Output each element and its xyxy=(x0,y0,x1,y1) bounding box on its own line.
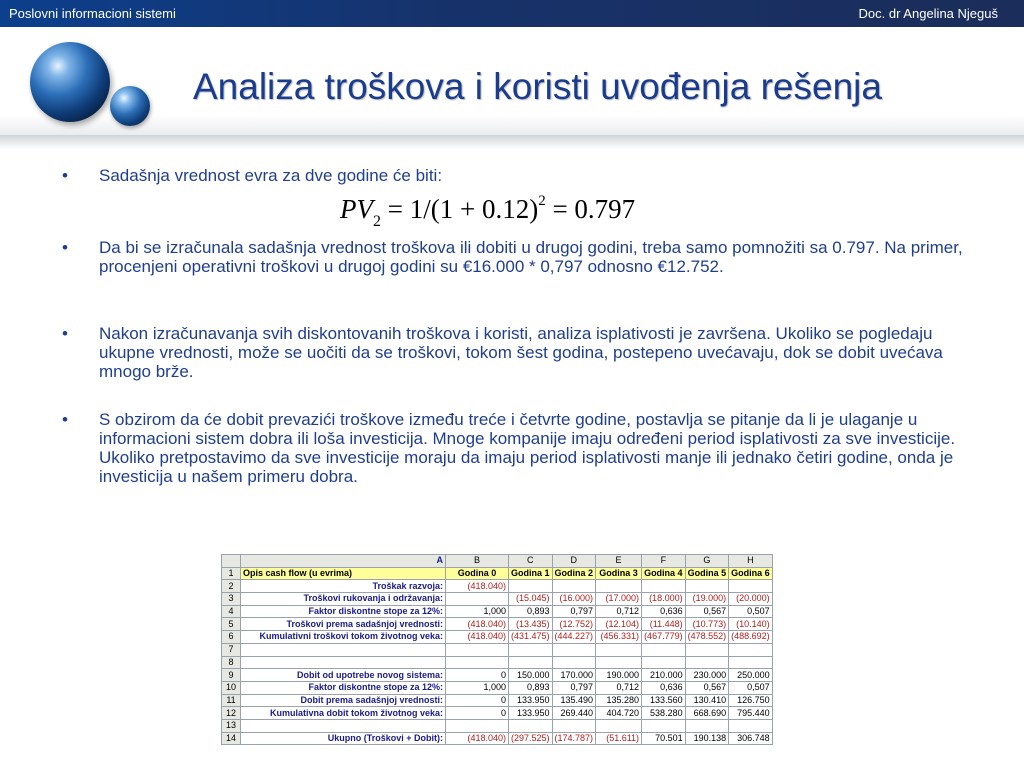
value-cell[interactable] xyxy=(685,656,729,669)
row-label-cell[interactable] xyxy=(241,656,446,669)
value-cell[interactable]: (18.000) xyxy=(642,593,686,606)
value-cell[interactable] xyxy=(729,580,773,593)
column-header[interactable]: H xyxy=(729,555,773,568)
value-cell[interactable]: (478.552) xyxy=(685,631,729,644)
value-cell[interactable] xyxy=(509,580,553,593)
value-cell[interactable] xyxy=(596,643,642,656)
value-cell[interactable]: (467.779) xyxy=(642,631,686,644)
author-name: Doc. dr Angelina Njeguš xyxy=(858,6,998,21)
value-cell[interactable] xyxy=(596,719,642,732)
value-cell[interactable]: 130.410 xyxy=(685,694,729,707)
value-cell[interactable]: 70.501 xyxy=(642,732,686,745)
bullet-text: Sadašnja vrednost evra za dve godine će biti: xyxy=(99,166,443,185)
value-cell[interactable] xyxy=(446,643,509,656)
value-cell[interactable]: 0,893 xyxy=(509,681,553,694)
value-cell[interactable]: 0,797 xyxy=(552,605,596,618)
value-cell[interactable]: 133.950 xyxy=(509,707,553,720)
value-cell[interactable] xyxy=(596,580,642,593)
row-number[interactable]: 7 xyxy=(222,643,241,656)
value-cell[interactable] xyxy=(509,719,553,732)
value-cell[interactable]: (13.435) xyxy=(509,618,553,631)
table-row xyxy=(222,694,773,707)
table-row xyxy=(222,681,773,694)
value-cell[interactable] xyxy=(552,580,596,593)
row-number[interactable]: 9 xyxy=(222,669,241,682)
value-cell[interactable]: 0,507 xyxy=(729,681,773,694)
value-cell[interactable]: (418.040) xyxy=(446,631,509,644)
table-row xyxy=(222,719,773,732)
value-cell[interactable] xyxy=(642,580,686,593)
value-cell[interactable]: 0,636 xyxy=(642,605,686,618)
bullet-marker: • xyxy=(62,324,68,343)
value-cell[interactable] xyxy=(446,656,509,669)
row-number[interactable]: 5 xyxy=(222,618,241,631)
value-cell[interactable]: 269.440 xyxy=(552,707,596,720)
cash-flow-spreadsheet xyxy=(221,554,773,745)
value-cell[interactable]: (12.752) xyxy=(552,618,596,631)
value-cell[interactable]: 538.280 xyxy=(642,707,686,720)
value-cell[interactable] xyxy=(729,656,773,669)
value-cell[interactable] xyxy=(729,643,773,656)
value-cell[interactable]: (10.773) xyxy=(685,618,729,631)
value-cell[interactable]: 230.000 xyxy=(685,669,729,682)
value-cell[interactable]: 133.560 xyxy=(642,694,686,707)
top-bar xyxy=(0,0,1024,27)
value-cell[interactable]: (418.040) xyxy=(446,618,509,631)
value-cell[interactable]: (488.692) xyxy=(729,631,773,644)
value-cell[interactable]: Godina 2 xyxy=(552,567,596,580)
value-cell[interactable]: (19.000) xyxy=(685,593,729,606)
row-number[interactable]: 12 xyxy=(222,707,241,720)
row-label-cell[interactable]: Kumulativna dobit tokom životnog veka: xyxy=(241,707,446,720)
value-cell[interactable]: 0,567 xyxy=(685,605,729,618)
value-cell[interactable]: 126.750 xyxy=(729,694,773,707)
value-cell[interactable]: 133.950 xyxy=(509,694,553,707)
value-cell[interactable] xyxy=(642,719,686,732)
value-cell[interactable]: (297.525) xyxy=(509,732,553,745)
row-label-cell[interactable]: Troškak razvoja: xyxy=(241,580,446,593)
value-cell[interactable]: (15.045) xyxy=(509,593,553,606)
value-cell[interactable] xyxy=(642,656,686,669)
value-cell[interactable]: 0,507 xyxy=(729,605,773,618)
value-cell[interactable]: 306.748 xyxy=(729,732,773,745)
slide-title: Analiza troškova i koristi uvođenja rešenja xyxy=(193,66,882,107)
value-cell[interactable]: 668.690 xyxy=(685,707,729,720)
value-cell[interactable]: 0,712 xyxy=(596,605,642,618)
value-cell[interactable]: 170.000 xyxy=(552,669,596,682)
value-cell[interactable]: (51.611) xyxy=(596,732,642,745)
value-cell[interactable]: 0 xyxy=(446,694,509,707)
value-cell[interactable]: 0,797 xyxy=(552,681,596,694)
value-cell[interactable]: (12.104) xyxy=(596,618,642,631)
bullet-marker: • xyxy=(62,166,68,185)
value-cell[interactable]: 190.138 xyxy=(685,732,729,745)
value-cell[interactable]: (17.000) xyxy=(596,593,642,606)
table-row xyxy=(222,631,773,644)
table-row xyxy=(222,605,773,618)
bullet-marker: • xyxy=(62,238,68,257)
column-header[interactable]: B xyxy=(446,555,509,568)
value-cell[interactable]: 795.440 xyxy=(729,707,773,720)
row-label-cell[interactable]: Faktor diskontne stope za 12%: xyxy=(241,605,446,618)
row-number[interactable]: 10 xyxy=(222,681,241,694)
value-cell[interactable]: 0,636 xyxy=(642,681,686,694)
value-cell[interactable] xyxy=(552,719,596,732)
value-cell[interactable]: (456.331) xyxy=(596,631,642,644)
value-cell[interactable] xyxy=(596,656,642,669)
course-name: Poslovni informacioni sistemi xyxy=(9,6,176,21)
table-row xyxy=(222,707,773,720)
value-cell[interactable]: (174.787) xyxy=(552,732,596,745)
row-number[interactable]: 11 xyxy=(222,694,241,707)
row-label-cell[interactable]: Ukupno (Troškovi + Dobit): xyxy=(241,732,446,745)
value-cell[interactable] xyxy=(685,719,729,732)
table-row xyxy=(222,567,773,580)
value-cell[interactable] xyxy=(552,656,596,669)
small-globe-logo-icon xyxy=(110,86,150,126)
table-row xyxy=(222,580,773,593)
value-cell[interactable] xyxy=(552,643,596,656)
column-header[interactable]: D xyxy=(552,555,596,568)
value-cell[interactable]: Godina 6 xyxy=(729,567,773,580)
value-cell[interactable]: Godina 5 xyxy=(685,567,729,580)
row-number[interactable]: 3 xyxy=(222,593,241,606)
bullet-text: Nakon izračunavanja svih diskontovanih troškova i koristi, analiza isplativosti je završena. Ukoliko se pogledaju ukupne vrednosti, može se uočiti da se troškovi, tokom šest godina, postepeno uvećavaju, dok se dobit uvećava mnogo brže. xyxy=(99,324,943,381)
value-cell[interactable]: 150.000 xyxy=(509,669,553,682)
row-label-cell[interactable]: Troškovi prema sadašnjoj vrednosti: xyxy=(241,618,446,631)
value-cell[interactable]: 0,712 xyxy=(596,681,642,694)
row-number[interactable]: 1 xyxy=(222,567,241,580)
value-cell[interactable]: (20.000) xyxy=(729,593,773,606)
value-cell[interactable]: (16.000) xyxy=(552,593,596,606)
table-row xyxy=(222,669,773,682)
bullet-text: S obzirom da će dobit prevazići troškove između treće i četvrte godine, postavlja se pitanje da li je ulaganje u informacioni sistem dobra ili loša investicija. Mnoge kompanije imaju određeni period isplativosti za sve investicije. Ukoliko pretpostavimo da sve investicije moraju da imaju period isplativosti manje ili jednako četiri godine, onda je investicija u našem primeru dobra. xyxy=(99,410,956,486)
table-row xyxy=(222,732,773,745)
row-label-cell[interactable]: Troškovi rukovanja i održavanja: xyxy=(241,593,446,606)
row-label-cell[interactable]: Dobit prema sadašnjoj vrednosti: xyxy=(241,694,446,707)
value-cell[interactable] xyxy=(509,656,553,669)
value-cell[interactable]: Godina 1 xyxy=(509,567,553,580)
formula-exponent: 2 xyxy=(538,193,546,209)
column-header[interactable]: G xyxy=(685,555,729,568)
value-cell[interactable]: 0,567 xyxy=(685,681,729,694)
bullet-marker: • xyxy=(62,410,68,429)
value-cell[interactable] xyxy=(642,643,686,656)
column-header[interactable]: F xyxy=(642,555,686,568)
value-cell[interactable]: (418.040) xyxy=(446,732,509,745)
row-label-cell[interactable] xyxy=(241,643,446,656)
row-label-cell[interactable]: Dobit od upotrebe novog sistema: xyxy=(241,669,446,682)
row-number[interactable]: 4 xyxy=(222,605,241,618)
column-header[interactable]: A xyxy=(241,555,446,568)
formula-result: = 0.797 xyxy=(552,194,636,224)
value-cell[interactable] xyxy=(685,643,729,656)
value-cell[interactable] xyxy=(446,593,509,606)
value-cell[interactable]: 135.280 xyxy=(596,694,642,707)
table-row xyxy=(222,593,773,606)
value-cell[interactable]: (431.475) xyxy=(509,631,553,644)
value-cell[interactable]: (10.140) xyxy=(729,618,773,631)
row-label-cell[interactable]: Opis cash flow (u evrima) xyxy=(241,567,446,580)
value-cell[interactable]: (418.040) xyxy=(446,580,509,593)
value-cell[interactable]: 0 xyxy=(446,669,509,682)
formula-rhs: = 1/(1 + 0.12) xyxy=(387,194,539,224)
value-cell[interactable]: 135.490 xyxy=(552,694,596,707)
value-cell[interactable] xyxy=(685,580,729,593)
bullet-text: Da bi se izračunala sadašnja vrednost troškova ili dobiti u drugoj godini, treba samo pomnožiti sa 0.797. Na primer, procenjeni operativni troškovi u drugoj godini su €16.000 * 0,797 odnosno €12.752. xyxy=(99,238,963,276)
value-cell[interactable]: 1,000 xyxy=(446,605,509,618)
value-cell[interactable]: 210.000 xyxy=(642,669,686,682)
row-number[interactable]: 13 xyxy=(222,719,241,732)
row-number[interactable]: 8 xyxy=(222,656,241,669)
formula-lhs: PV xyxy=(340,194,373,224)
row-label-cell[interactable] xyxy=(241,719,446,732)
value-cell[interactable]: 0 xyxy=(446,707,509,720)
present-value-formula xyxy=(340,193,636,230)
value-cell[interactable] xyxy=(509,643,553,656)
value-cell[interactable]: Godina 3 xyxy=(596,567,642,580)
column-header-row xyxy=(222,555,773,568)
globe-logo-icon xyxy=(30,42,110,122)
value-cell[interactable] xyxy=(729,719,773,732)
table-row xyxy=(222,656,773,669)
formula-subscript: 2 xyxy=(373,213,381,230)
row-number[interactable]: 2 xyxy=(222,580,241,593)
value-cell[interactable]: Godina 0 xyxy=(446,567,509,580)
header-divider xyxy=(0,135,1024,149)
row-number[interactable]: 6 xyxy=(222,631,241,644)
column-header[interactable]: C xyxy=(509,555,553,568)
value-cell[interactable] xyxy=(446,719,509,732)
value-cell[interactable]: 1,000 xyxy=(446,681,509,694)
column-header[interactable] xyxy=(222,555,241,568)
row-label-cell[interactable]: Kumulativni troškovi tokom životnog veka: xyxy=(241,631,446,644)
value-cell[interactable]: 404.720 xyxy=(596,707,642,720)
value-cell[interactable]: 0,893 xyxy=(509,605,553,618)
table-row xyxy=(222,643,773,656)
row-number[interactable]: 14 xyxy=(222,732,241,745)
value-cell[interactable]: (11.448) xyxy=(642,618,686,631)
value-cell[interactable]: (444.227) xyxy=(552,631,596,644)
row-label-cell[interactable]: Faktor diskontne stope za 12%: xyxy=(241,681,446,694)
table-row xyxy=(222,618,773,631)
value-cell[interactable]: Godina 4 xyxy=(642,567,686,580)
value-cell[interactable]: 190.000 xyxy=(596,669,642,682)
value-cell[interactable]: 250.000 xyxy=(729,669,773,682)
column-header[interactable]: E xyxy=(596,555,642,568)
